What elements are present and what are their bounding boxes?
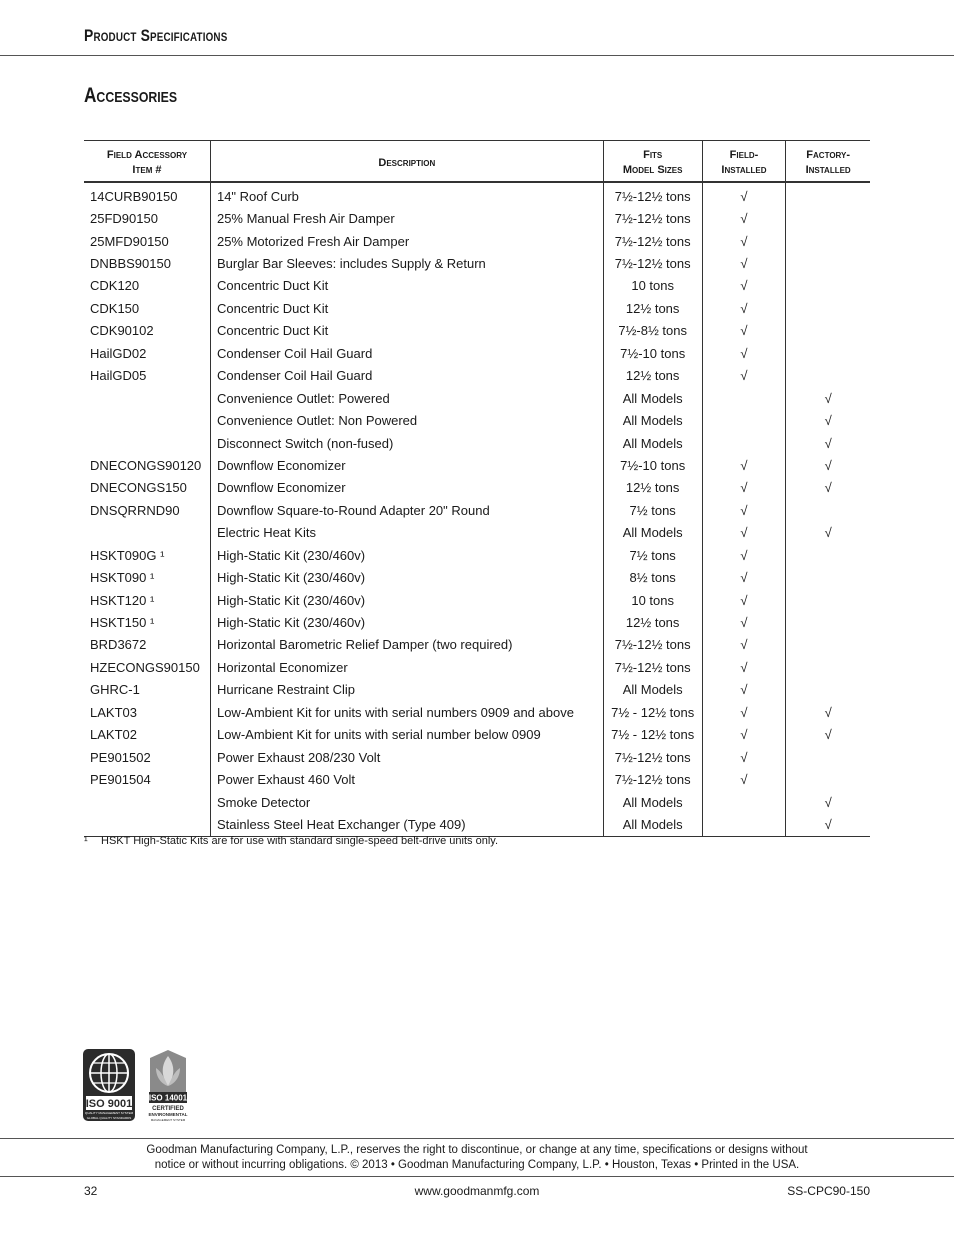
iso-14001-sub2: ENVIRONMENTAL xyxy=(148,1112,188,1117)
table-row xyxy=(84,701,870,723)
section-title: Accessories xyxy=(84,84,178,107)
cell-factory-installed: √ xyxy=(786,387,870,409)
iso-9001-sub1: QUALITY MANAGEMENT SYSTEM xyxy=(84,1111,134,1115)
cell-description: Concentric Duct Kit xyxy=(210,275,603,297)
table-row xyxy=(84,656,870,678)
cell-item-number: LAKT03 xyxy=(90,704,137,720)
cell-description: High-Static Kit (230/460v) xyxy=(210,611,603,633)
accessories-table xyxy=(84,140,870,837)
cell-item-number xyxy=(84,791,210,813)
cell-fits-model-sizes: All Models xyxy=(603,791,702,813)
cell-item-number: GHRC-1 xyxy=(90,682,140,698)
cell-factory-installed xyxy=(786,589,870,611)
cell-field-installed: √ xyxy=(702,207,786,229)
cell-description: Downflow Square-to-Round Adapter 20" Round xyxy=(210,499,603,521)
cell-factory-installed: √ xyxy=(786,409,870,431)
cell-fits-model-sizes: All Models xyxy=(603,409,702,431)
cell-description: Disconnect Switch (non-fused) xyxy=(210,432,603,454)
footer-disclaimer xyxy=(84,1143,870,1173)
cell-factory-installed xyxy=(786,768,870,790)
cell-item-number: HSKT120 ¹ xyxy=(90,592,155,608)
footnote xyxy=(84,835,498,847)
cell-fits-model-sizes: 7½ tons xyxy=(603,499,702,521)
table-row xyxy=(84,589,870,611)
col-header-fits: Fits Model Sizes xyxy=(603,141,702,183)
table-row xyxy=(84,230,870,252)
cell-factory-installed: √ xyxy=(786,454,870,476)
cell-fits-model-sizes: 7½-12½ tons xyxy=(603,768,702,790)
table-row xyxy=(84,477,870,499)
col-header-description: Description xyxy=(210,141,603,183)
header-title: Product Specifications xyxy=(84,26,228,45)
cell-fits-model-sizes: 7½-8½ tons xyxy=(603,320,702,342)
cell-factory-installed xyxy=(786,566,870,588)
cell-field-installed: √ xyxy=(702,746,786,768)
cell-fits-model-sizes: 7½-12½ tons xyxy=(603,230,702,252)
cell-fits-model-sizes: 7½ - 12½ tons xyxy=(603,724,702,746)
cell-field-installed: √ xyxy=(702,454,786,476)
cell-field-installed: √ xyxy=(702,252,786,274)
cell-description: Hurricane Restraint Clip xyxy=(210,679,603,701)
cell-field-installed: √ xyxy=(702,768,786,790)
cell-description: Smoke Detector xyxy=(210,791,603,813)
iso-14001-label: ISO 14001 xyxy=(148,1093,188,1103)
cell-field-installed xyxy=(702,387,786,409)
cell-item-number: PE901502 xyxy=(90,749,151,765)
table-row xyxy=(84,182,870,207)
cell-fits-model-sizes: 7½-12½ tons xyxy=(603,746,702,768)
cell-field-installed: √ xyxy=(702,320,786,342)
cell-factory-installed: √ xyxy=(786,522,870,544)
page-number: 32 xyxy=(84,1184,98,1198)
cell-field-installed: √ xyxy=(702,522,786,544)
cell-fits-model-sizes: All Models xyxy=(603,679,702,701)
cell-fits-model-sizes: 12½ tons xyxy=(603,477,702,499)
cell-field-installed: √ xyxy=(702,365,786,387)
cell-item-number: BRD3672 xyxy=(90,637,147,653)
footer-divider-bottom xyxy=(0,1176,954,1177)
cell-field-installed xyxy=(702,791,786,813)
cell-field-installed: √ xyxy=(702,589,786,611)
cell-factory-installed xyxy=(786,634,870,656)
cell-item-number xyxy=(84,432,210,454)
cell-field-installed: √ xyxy=(702,297,786,319)
cell-item-number: 25MFD90150 xyxy=(90,233,169,249)
cell-item-number: CDK150 xyxy=(90,300,140,316)
cell-description: Low-Ambient Kit for units with serial numbers 0909 and above xyxy=(210,701,603,723)
certification-logos xyxy=(82,1048,192,1124)
cell-factory-installed xyxy=(786,252,870,274)
cell-field-installed: √ xyxy=(702,679,786,701)
table-row xyxy=(84,746,870,768)
cell-description: Downflow Economizer xyxy=(210,454,603,476)
cell-field-installed: √ xyxy=(702,724,786,746)
cell-fits-model-sizes: 7½-12½ tons xyxy=(603,207,702,229)
cell-item-number: DNBBS90150 xyxy=(90,256,171,272)
cell-description: Burglar Bar Sleeves: includes Supply & Return xyxy=(210,252,603,274)
cell-factory-installed xyxy=(786,746,870,768)
cell-field-installed xyxy=(702,813,786,836)
cell-item-number: HailGD02 xyxy=(90,345,147,361)
cell-description: Low-Ambient Kit for units with serial number below 0909 xyxy=(210,724,603,746)
cell-fits-model-sizes: All Models xyxy=(603,813,702,836)
cell-field-installed: √ xyxy=(702,544,786,566)
cell-factory-installed xyxy=(786,544,870,566)
cell-item-number: HailGD05 xyxy=(90,368,147,384)
cell-factory-installed xyxy=(786,611,870,633)
cell-factory-installed xyxy=(786,207,870,229)
cell-fits-model-sizes: 7½-10 tons xyxy=(603,454,702,476)
cell-description: Horizontal Barometric Relief Damper (two required) xyxy=(210,634,603,656)
cell-factory-installed: √ xyxy=(786,432,870,454)
cell-field-installed: √ xyxy=(702,230,786,252)
cell-field-installed: √ xyxy=(702,499,786,521)
col-header-field-installed: Field- Installed xyxy=(702,141,786,183)
table-row xyxy=(84,566,870,588)
cell-field-installed: √ xyxy=(702,701,786,723)
iso-14001-sub3: MANAGEMENT SYSTEM xyxy=(150,1118,186,1122)
cell-description: Convenience Outlet: Non Powered xyxy=(210,409,603,431)
table-header-row xyxy=(84,141,870,183)
cell-description: Horizontal Economizer xyxy=(210,656,603,678)
cell-factory-installed xyxy=(786,342,870,364)
iso-9001-label: ISO 9001 xyxy=(85,1098,133,1110)
table-row xyxy=(84,499,870,521)
iso-9001-sub2: GLOBAL QUALITY STANDARDS xyxy=(86,1116,132,1120)
cell-factory-installed xyxy=(786,499,870,521)
table-row xyxy=(84,365,870,387)
table-row xyxy=(84,409,870,431)
cell-item-number xyxy=(84,387,210,409)
table-row xyxy=(84,544,870,566)
cell-fits-model-sizes: 12½ tons xyxy=(603,297,702,319)
cell-factory-installed xyxy=(786,365,870,387)
table-row xyxy=(84,342,870,364)
footnote-text: HSKT High-Static Kits are for use with standard single-speed belt-drive units only. xyxy=(101,835,498,847)
cell-item-number: DNECONGS150 xyxy=(90,480,187,496)
table-row xyxy=(84,768,870,790)
cell-field-installed: √ xyxy=(702,634,786,656)
table-row xyxy=(84,320,870,342)
cell-field-installed: √ xyxy=(702,275,786,297)
cell-fits-model-sizes: 12½ tons xyxy=(603,365,702,387)
cell-item-number: LAKT02 xyxy=(90,727,137,743)
cell-description: Power Exhaust 460 Volt xyxy=(210,768,603,790)
table-row xyxy=(84,522,870,544)
table-row xyxy=(84,679,870,701)
cell-fits-model-sizes: 7½ - 12½ tons xyxy=(603,701,702,723)
document-code: SS-CPC90-150 xyxy=(787,1184,870,1198)
cell-factory-installed: √ xyxy=(786,791,870,813)
cell-item-number: HSKT150 ¹ xyxy=(90,615,155,631)
cell-item-number: HSKT090G ¹ xyxy=(90,547,165,563)
disclaimer-line-2: notice or without incurring obligations. © 2013 • Goodman Manufacturing Company, L.P. • Houston, Texas • Printed in the USA. xyxy=(154,1159,800,1171)
table-row xyxy=(84,207,870,229)
cell-item-number: CDK90102 xyxy=(90,323,154,339)
table-body xyxy=(84,182,870,836)
table-row xyxy=(84,432,870,454)
cell-factory-installed xyxy=(786,275,870,297)
cell-fits-model-sizes: All Models xyxy=(603,387,702,409)
table-row xyxy=(84,252,870,274)
footer-divider-top xyxy=(0,1138,954,1139)
cell-item-number xyxy=(84,522,210,544)
table-row xyxy=(84,454,870,476)
cell-item-number: HZECONGS90150 xyxy=(90,659,200,675)
cell-fits-model-sizes: All Models xyxy=(603,432,702,454)
website-link[interactable]: www.goodmanmfg.com xyxy=(414,1184,540,1198)
cell-description: 25% Manual Fresh Air Damper xyxy=(210,207,603,229)
cell-description: Downflow Economizer xyxy=(210,477,603,499)
cell-description: Stainless Steel Heat Exchanger (Type 409) xyxy=(210,813,603,836)
cell-description: High-Static Kit (230/460v) xyxy=(210,544,603,566)
cell-description: 25% Motorized Fresh Air Damper xyxy=(210,230,603,252)
cell-factory-installed xyxy=(786,297,870,319)
cell-description: Condenser Coil Hail Guard xyxy=(210,342,603,364)
cell-item-number: CDK120 xyxy=(90,278,140,294)
cell-item-number: 14CURB90150 xyxy=(90,188,178,204)
table-row xyxy=(84,387,870,409)
cell-factory-installed xyxy=(786,230,870,252)
col-header-factory-installed: Factory- Installed xyxy=(786,141,870,183)
cell-description: Concentric Duct Kit xyxy=(210,320,603,342)
cell-fits-model-sizes: 12½ tons xyxy=(603,611,702,633)
cell-fits-model-sizes: 7½-12½ tons xyxy=(603,634,702,656)
cell-fits-model-sizes: All Models xyxy=(603,522,702,544)
cell-item-number xyxy=(84,813,210,836)
cell-factory-installed: √ xyxy=(786,813,870,836)
cell-field-installed: √ xyxy=(702,477,786,499)
cell-fits-model-sizes: 7½-12½ tons xyxy=(603,252,702,274)
table-row xyxy=(84,724,870,746)
cell-fits-model-sizes: 10 tons xyxy=(603,589,702,611)
iso-14001-sub1: CERTIFIED xyxy=(152,1106,184,1112)
table-row xyxy=(84,813,870,836)
cell-description: Power Exhaust 208/230 Volt xyxy=(210,746,603,768)
cell-description: Condenser Coil Hail Guard xyxy=(210,365,603,387)
cell-fits-model-sizes: 10 tons xyxy=(603,275,702,297)
cell-item-number: HSKT090 ¹ xyxy=(90,570,155,586)
cell-factory-installed: √ xyxy=(786,724,870,746)
cell-factory-installed: √ xyxy=(786,477,870,499)
cell-field-installed: √ xyxy=(702,342,786,364)
cell-description: High-Static Kit (230/460v) xyxy=(210,589,603,611)
footnote-mark: ¹ xyxy=(84,835,88,847)
cell-factory-installed xyxy=(786,320,870,342)
cell-description: High-Static Kit (230/460v) xyxy=(210,566,603,588)
cell-fits-model-sizes: 8½ tons xyxy=(603,566,702,588)
cell-fits-model-sizes: 7½-12½ tons xyxy=(603,182,702,207)
cell-fits-model-sizes: 7½-10 tons xyxy=(603,342,702,364)
cell-fits-model-sizes: 7½-12½ tons xyxy=(603,656,702,678)
cell-fits-model-sizes: 7½ tons xyxy=(603,544,702,566)
col-header-item: Field Accessory Item # xyxy=(84,141,210,183)
cell-item-number: DNECONGS90120 xyxy=(90,457,202,473)
cell-item-number: PE901504 xyxy=(90,772,151,788)
table-row xyxy=(84,275,870,297)
iso-9001-logo xyxy=(83,1049,135,1121)
cell-field-installed xyxy=(702,432,786,454)
cell-field-installed xyxy=(702,409,786,431)
disclaimer-line-1: Goodman Manufacturing Company, L.P., reserves the right to discontinue, or change at any time, specifications or designs without xyxy=(146,1144,808,1156)
header-divider xyxy=(0,55,954,56)
cell-factory-installed xyxy=(786,656,870,678)
cell-factory-installed: √ xyxy=(786,701,870,723)
table-row xyxy=(84,611,870,633)
cell-item-number: DNSQRRND90 xyxy=(90,502,180,518)
cell-field-installed: √ xyxy=(702,656,786,678)
cell-factory-installed xyxy=(786,679,870,701)
cell-description: Electric Heat Kits xyxy=(210,522,603,544)
cell-field-installed: √ xyxy=(702,182,786,207)
cell-item-number xyxy=(84,409,210,431)
table-row xyxy=(84,634,870,656)
cell-description: Concentric Duct Kit xyxy=(210,297,603,319)
cell-factory-installed xyxy=(786,182,870,207)
cell-description: 14" Roof Curb xyxy=(210,182,603,207)
table-row xyxy=(84,297,870,319)
cell-description: Convenience Outlet: Powered xyxy=(210,387,603,409)
cell-field-installed: √ xyxy=(702,611,786,633)
table-row xyxy=(84,791,870,813)
iso-14001-logo xyxy=(149,1050,188,1122)
cell-item-number: 25FD90150 xyxy=(90,211,158,227)
cell-field-installed: √ xyxy=(702,566,786,588)
